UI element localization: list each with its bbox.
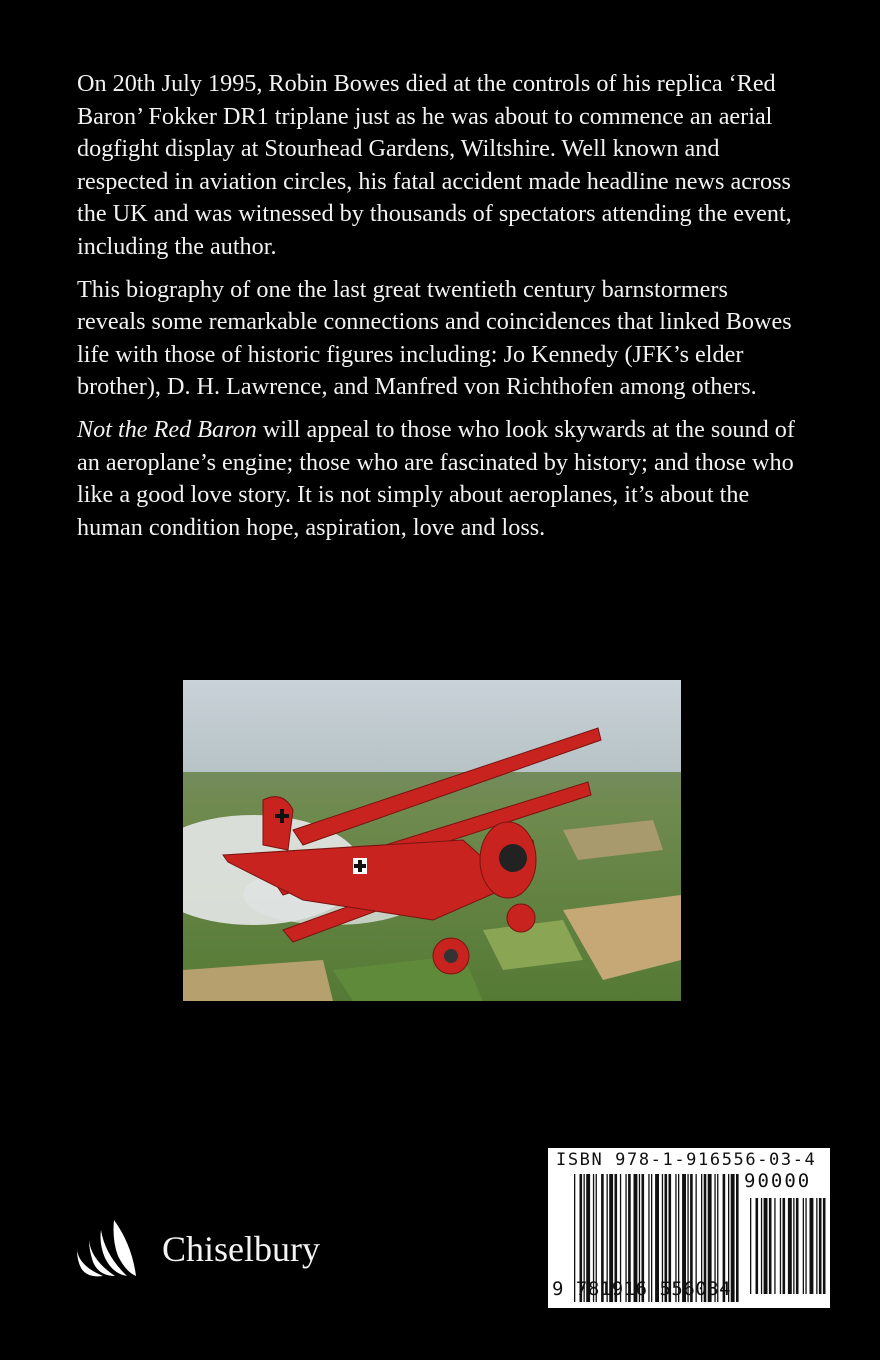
blurb-paragraph-3-text: will appeal to those who look skywards at the sound of an aeroplane’s engine; those who are fascinated by history; and those who like a good love story. It is not simply about aeroplanes, it’s about the human condition hope, aspiration, love and loss. (77, 415, 795, 541)
barcode-bar (793, 1198, 794, 1294)
blurb-paragraph-1: On 20th July 1995, Robin Bowes died at the controls of his replica ‘Red Baron’ Fokker DR1 triplane just as he was about to commence an aerial dogfight display at Stourhead Gardens, Wiltshire. Well known and respected in aviation circles, his fatal accident made headline news across the UK and was witnessed by thousands of spectators attending the event, including the author. (77, 70, 792, 260)
barcode-bar (769, 1198, 772, 1294)
price-addon: 90000 (744, 1170, 812, 1192)
triplane-photo (183, 680, 681, 1001)
publisher-name: Chiselbury (162, 1229, 320, 1269)
barcode-bar (774, 1198, 775, 1294)
barcode-bar (731, 1174, 735, 1302)
isbn-number: ISBN 978-1-916556-03-4 (556, 1150, 817, 1170)
barcode-bar (823, 1198, 826, 1294)
barcode-bar (764, 1198, 768, 1294)
barcode-bar (810, 1198, 814, 1294)
blurb-paragraph-3 (77, 414, 797, 544)
barcode-bar (761, 1198, 762, 1294)
back-cover-blurb (77, 68, 797, 554)
barcode-bar (803, 1198, 804, 1294)
barcode-bar (796, 1198, 799, 1294)
barcode-bar (736, 1174, 739, 1302)
ean-number: 9 781916 556034 (552, 1278, 732, 1300)
barcode-bar (788, 1198, 792, 1294)
barcode-bar (819, 1198, 822, 1294)
wave-feather-logo-icon (74, 1218, 138, 1278)
book-title: Not the Red Baron (77, 415, 257, 443)
barcode-bar (783, 1198, 786, 1294)
barcode-bar (750, 1198, 751, 1294)
barcode-bar (780, 1198, 781, 1294)
barcode-bar (816, 1198, 817, 1294)
blurb-paragraph-2: This biography of one the last great twentieth century barnstormers reveals some remarkable connections and coincidences that linked Bowes life with those of historic figures including: Jo Kennedy (JFK’s elder brother), D. H. Lawrence, and Manfred von Richthofen among others. (77, 275, 792, 401)
barcode-bar (805, 1198, 806, 1294)
barcode-bar (756, 1198, 759, 1294)
isbn-barcode (548, 1148, 830, 1308)
